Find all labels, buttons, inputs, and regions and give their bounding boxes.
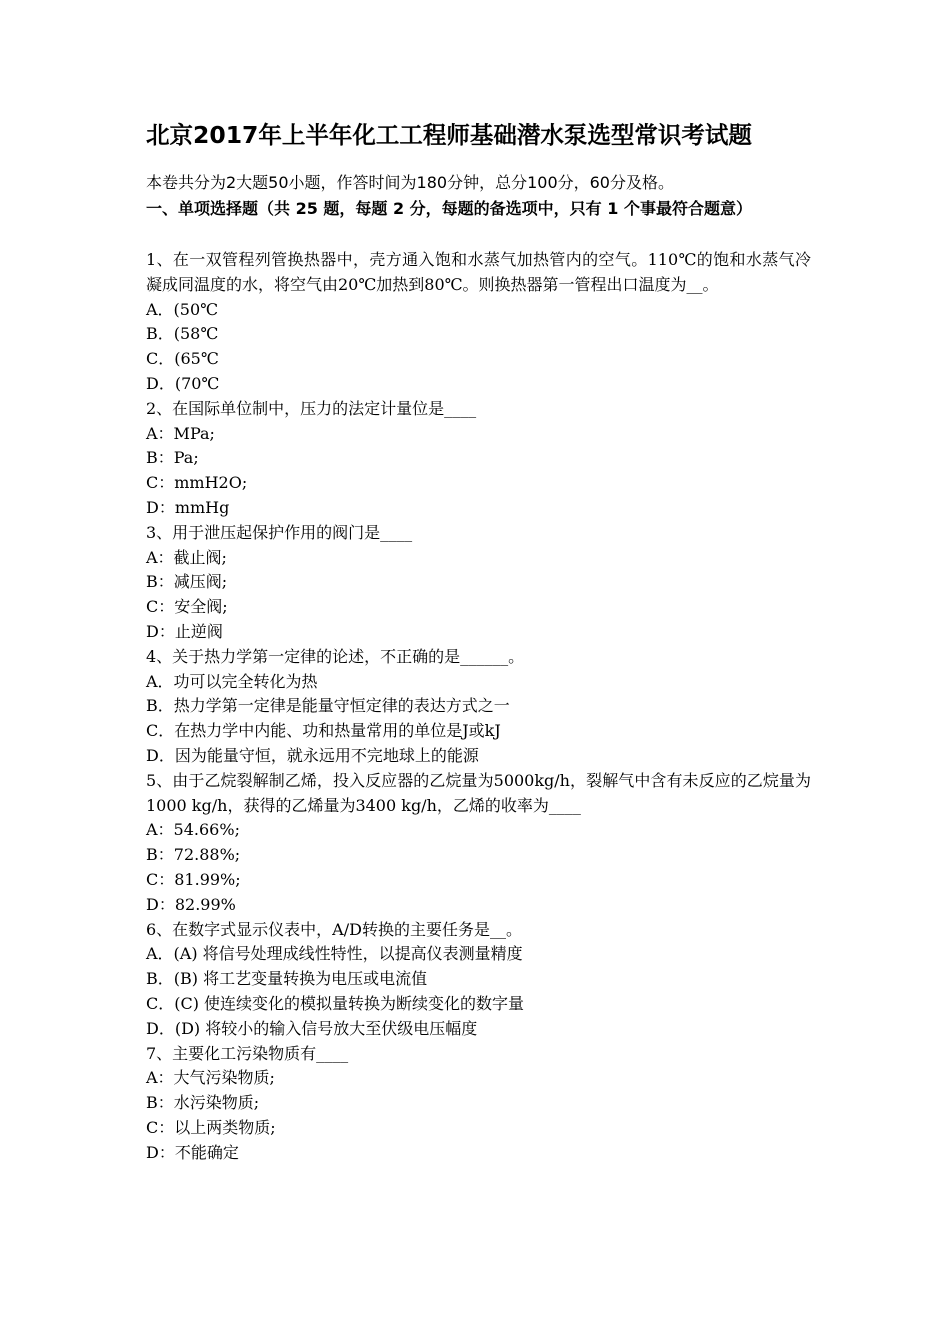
question-stem: 2、在国际单位制中，压力的法定计量位是____	[146, 398, 477, 418]
option-a: A：大气污染物质;	[146, 1068, 275, 1088]
option-c: C：mmH2O;	[146, 473, 248, 493]
exam-summary: 本卷共分为2大题50小题，作答时间为180分钟，总分100分，60分及格。	[146, 173, 674, 192]
option-b: B：减压阀;	[146, 572, 228, 592]
option-b: B．(58℃	[146, 324, 219, 344]
question-2	[146, 397, 811, 521]
question-list	[146, 248, 811, 1165]
option-a: A：54.66%;	[146, 820, 240, 840]
option-c: C．(65℃	[146, 349, 219, 369]
question-5	[146, 769, 811, 918]
question-stem: 4、关于热力学第一定律的论述，不正确的是______。	[146, 646, 525, 666]
option-c: C：81.99%;	[146, 869, 241, 889]
option-d: D．(D) 将较小的输入信号放大至伏级电压幅度	[146, 1018, 478, 1038]
question-stem: 7、主要化工污染物质有____	[146, 1043, 349, 1063]
option-b: B：水污染物质;	[146, 1093, 260, 1113]
option-b: B：Pa;	[146, 448, 199, 468]
option-b: B．热力学第一定律是能量守恒定律的表达方式之一	[146, 696, 510, 716]
option-c: C：安全阀;	[146, 597, 228, 617]
question-stem: 6、在数字式显示仪表中，A/D转换的主要任务是__。	[146, 919, 522, 939]
option-d: D：mmHg	[146, 497, 230, 517]
question-stem: 1、在一双管程列管换热器中，壳方通入饱和水蒸气加热管内的空气。110℃的饱和水蒸气冷凝成同温度的水，将空气由20℃加热到80℃。则换热器第一管程出口温度为__。	[146, 250, 811, 294]
option-c: C．(C) 使连续变化的模拟量转换为断续变化的数字量	[146, 993, 525, 1013]
question-4	[146, 645, 811, 769]
option-d: D．(70℃	[146, 373, 220, 393]
question-6	[146, 918, 811, 1042]
section-heading: 一、单项选择题（共 25 题，每题 2 分，每题的备选项中，只有 1 个事最符合题意）	[146, 199, 752, 218]
option-d: D：止逆阀	[146, 621, 223, 641]
option-b: B：72.88%;	[146, 845, 241, 865]
option-d: D：不能确定	[146, 1142, 239, 1162]
option-d: D．因为能量守恒，就永远用不完地球上的能源	[146, 745, 479, 765]
option-b: B．(B) 将工艺变量转换为电压或电流值	[146, 969, 428, 989]
document-title: 北京2017年上半年化工工程师基础潜水泵选型常识考试题	[146, 121, 752, 149]
option-a: A．(50℃	[146, 299, 219, 319]
option-a: A．功可以完全转化为热	[146, 671, 318, 691]
question-7	[146, 1042, 811, 1166]
option-a: A：MPa;	[146, 423, 215, 443]
question-stem: 3、用于泄压起保护作用的阀门是____	[146, 522, 413, 542]
option-a: A．(A) 将信号处理成线性特性，以提高仪表测量精度	[146, 944, 523, 964]
question-1	[146, 248, 811, 397]
option-d: D：82.99%	[146, 894, 236, 914]
option-c: C．在热力学中内能、功和热量常用的单位是J或kJ	[146, 721, 501, 741]
question-stem: 5、由于乙烷裂解制乙烯，投入反应器的乙烷量为5000kg/h，裂解气中含有未反应的乙烷量为1000 kg/h，获得的乙烯量为3400 kg/h，乙烯的收率为____	[146, 770, 811, 815]
question-3	[146, 521, 811, 645]
option-c: C：以上两类物质;	[146, 1117, 276, 1137]
option-a: A：截止阀;	[146, 547, 227, 567]
